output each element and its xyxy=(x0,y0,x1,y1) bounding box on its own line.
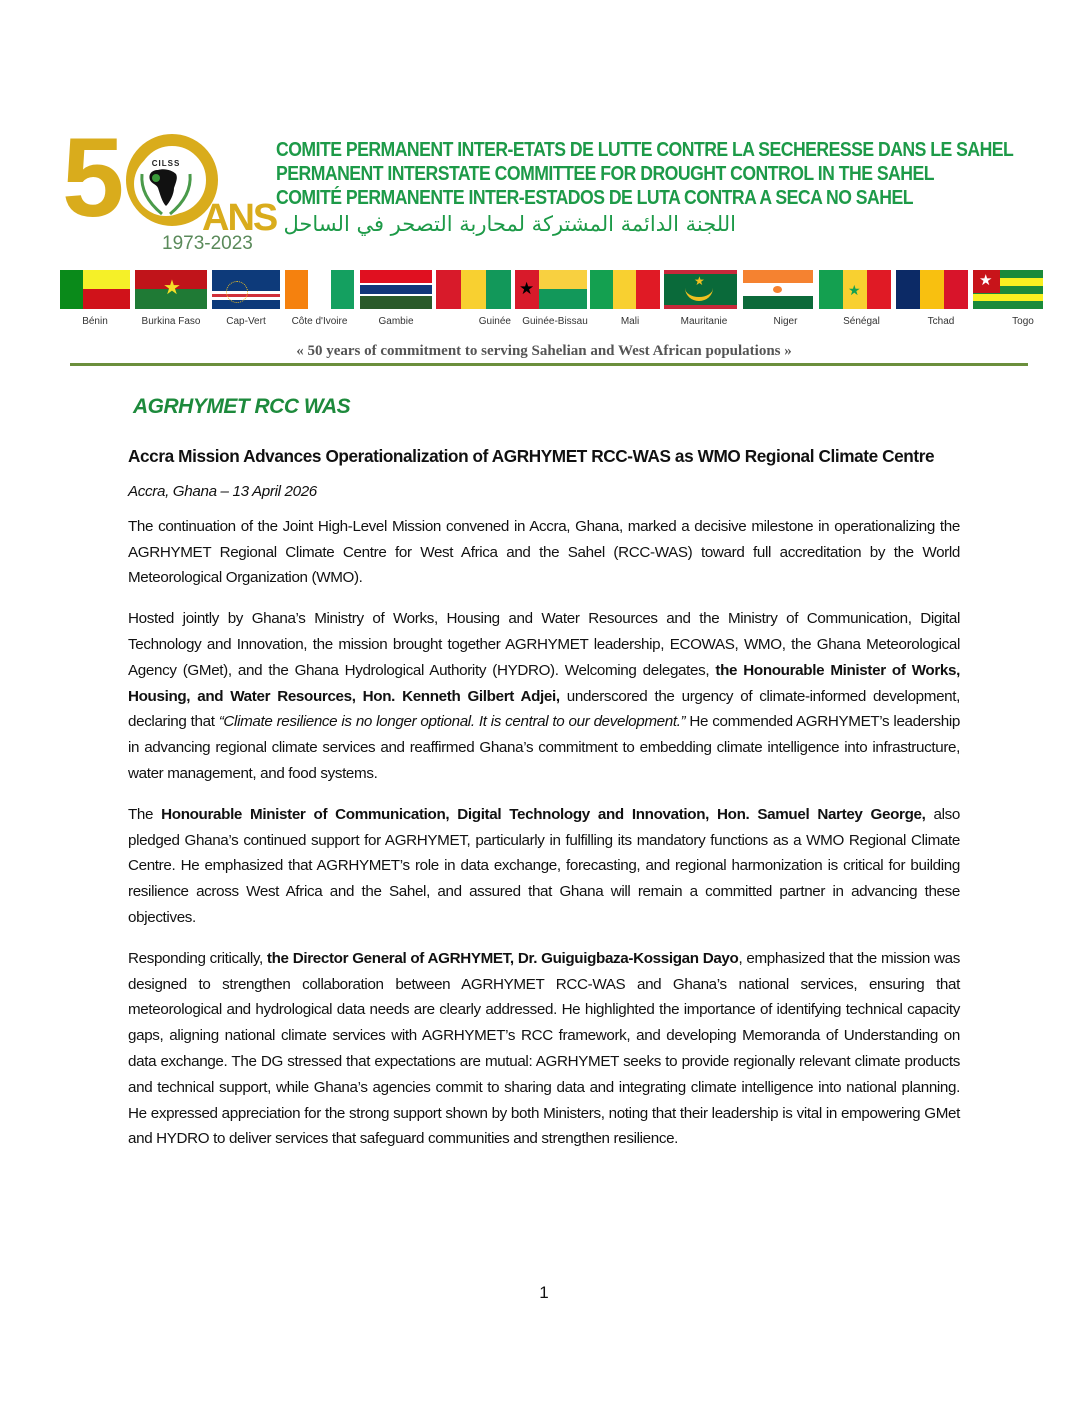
flag-label: Niger xyxy=(773,316,798,327)
flag-label: Mali xyxy=(620,316,640,327)
flag-label: Sénégal xyxy=(843,316,880,327)
flag-senegal-icon: ★ xyxy=(819,270,891,309)
flag-label: Mauritanie xyxy=(680,316,728,327)
flag-label: Togo xyxy=(1012,316,1034,327)
flag-burkina-faso-icon: ★ xyxy=(135,270,207,309)
flag-guinea-bissau-icon: ★ xyxy=(515,270,587,309)
flag-label: Côte d'Ivoire xyxy=(291,316,348,327)
flag-cote-divoire-icon xyxy=(285,270,354,309)
p3-minister-communication: Honourable Minister of Communication, Digital Technology and Innovation, Hon. Samuel Nartey George, xyxy=(161,805,926,823)
flag-label: Bénin xyxy=(82,316,108,327)
flag-chad-icon xyxy=(896,270,968,309)
logo-years: 1973-2023 xyxy=(162,233,253,254)
logo-badge-text: CILSS xyxy=(151,159,181,168)
logo-number-5: 5 xyxy=(62,115,119,240)
article-title: Accra Mission Advances Operationalization of AGRHYMET RCC-WAS as WMO Regional Climate Centre xyxy=(128,446,935,466)
flag-label: Burkina Faso xyxy=(141,316,201,327)
p4-text-a: Responding critically, xyxy=(128,949,267,967)
paragraph-3 xyxy=(128,802,960,931)
paragraph-4 xyxy=(128,946,960,1152)
page-number: 1 xyxy=(539,1283,549,1302)
p2-text-d: He commended AGRHYMET’s leadership in advancing regional climate services and reaffirmed Ghana’s commitment to embedding climate intelligence into infrastructure, water management, and food systems. xyxy=(128,713,961,782)
p2-text-c: underscored the urgency of climate-informed development, declaring that xyxy=(128,687,961,731)
flag-guinea-icon xyxy=(436,270,511,309)
flag-cape-verde-icon xyxy=(212,270,280,309)
article xyxy=(128,442,960,1167)
header-divider xyxy=(70,363,1028,366)
flag-benin-icon xyxy=(60,270,130,309)
member-states-flags xyxy=(60,270,1045,330)
flag-gambia-icon xyxy=(360,270,432,309)
p4-director-general: the Director General of AGRHYMET, Dr. Guiguigbaza-Kossigan Dayo xyxy=(266,949,739,967)
p3-text-a: The xyxy=(128,805,162,823)
paragraph-2 xyxy=(128,606,960,787)
flag-label: Guinée xyxy=(478,316,511,327)
section-title: AGRHYMET RCC WAS xyxy=(133,395,351,418)
article-dateline: Accra, Ghana – 13 April 2026 xyxy=(128,483,317,500)
flag-label: Gambie xyxy=(378,316,414,327)
paragraph-1: The continuation of the Joint High-Level Mission convened in Accra, Ghana, marked a decisive milestone in operationalizing the AGRHYMET Regional Climate Centre for West Africa and the Sahel (RCC-WAS) toward full accreditation by the World Meteorological Organization (WMO). xyxy=(128,517,960,587)
organization-names xyxy=(276,138,1046,238)
flag-mali-icon xyxy=(590,270,660,309)
p2-minister-works: the Honourable Minister of Works, Housing, and Water Resources, Hon. Kenneth Gilbert Adjei, xyxy=(128,661,960,705)
org-name-arabic: اللجنة الدائمة المشتركة لمحاربة التصحر في الساحل xyxy=(283,212,736,236)
flag-togo-icon: ★ xyxy=(973,270,1043,309)
p2-quote: “Climate resilience is no longer optional. It is central to our development.” xyxy=(218,713,686,731)
flag-label: Tchad xyxy=(927,316,955,327)
flag-mauritania-icon: ★ xyxy=(664,270,737,309)
org-name-french: COMITE PERMANENT INTER-ETATS DE LUTTE CONTRE LA SECHERESSE DANS LE SAHEL xyxy=(276,138,1014,161)
logo-ans: ANS xyxy=(202,197,277,239)
p2-text-a: Hosted jointly by Ghana’s Ministry of Works, Housing and Water Resources and the Ministry of Communication, Digital Technology and Innovation, the mission brought together AGRHYMET leadership, ECOWAS, WMO, the Ghana Meteorological Agency (GMet), and the Ghana Hydrological Authority (HYDRO). Welcoming delegates, xyxy=(128,610,960,679)
org-name-english: PERMANENT INTERSTATE COMMITTEE FOR DROUGHT CONTROL IN THE SAHEL xyxy=(276,162,934,185)
p4-text-c: , emphasized that the mission was designed to strengthen collaboration between AGRHYMET RCC-WAS and Ghana’s national services, ensuring that meteorological and hydrological data needs are clearly addressed. He highlighted the importance of identifying technical capacity gaps, aligning national climate services with AGRHYMET’s RCC framework, and developing Memoranda of Understanding on data exchange. The DG stressed that expectations are mutual: AGRHYMET seeks to provide regionally relevant climate products and technical support, while Ghana’s agencies commit to sharing data and integrating climate intelligence into national planning. He expressed appreciation for the strong support shown by both Ministers, noting that their leadership is vital in empowering GMet and HYDRO to deliver services that safeguard communities and strengthen resilience. xyxy=(128,949,961,1148)
tagline: « 50 years of commitment to serving Sahelian and West African populations » xyxy=(296,343,792,359)
p3-text-c: also pledged Ghana’s continued support for AGRHYMET, particularly in fulfilling its mandatory functions as a WMO Regional Climate Centre. He emphasized that AGRHYMET’s role in data exchange, forecasting, and regional harmonization is critical for building resilience across West Africa and the Sahel, and assured that Ghana will remain a committed partner in advancing these objectives. xyxy=(128,805,960,926)
logo-graphic xyxy=(62,115,277,254)
flag-niger-icon xyxy=(743,270,813,309)
flag-label: Cap-Vert xyxy=(226,316,266,327)
cilss-50-anniversary-logo xyxy=(62,115,277,254)
flag-label: Guinée-Bissau xyxy=(522,316,588,327)
org-name-portuguese: COMITÉ PERMANENTE INTER-ESTADOS DE LUTA CONTRA A SECA NO SAHEL xyxy=(276,186,913,209)
